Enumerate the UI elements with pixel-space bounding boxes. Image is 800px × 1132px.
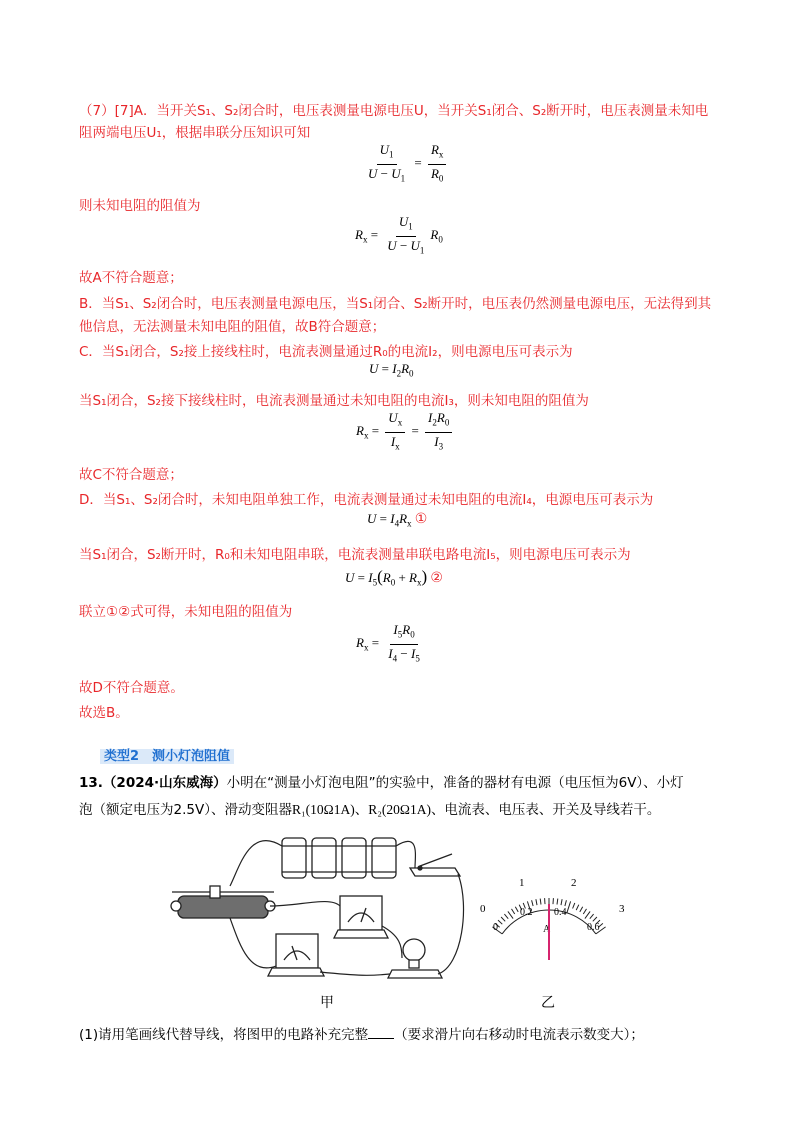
bottom-scale-0: 0: [493, 922, 498, 933]
bottom-scale-06: 0.6: [587, 922, 600, 933]
solution-c-line2: 当S₁闭合，S₂接下接线柱时，电流表测量通过未知电阻的电流I₃，则未知电阻的阻值为: [79, 393, 589, 409]
rheostat: [171, 886, 275, 918]
dial-tick: [590, 914, 594, 919]
switch: [410, 854, 460, 876]
equation-rx-d: $R_x$ = $\frac{I_5R_0}{I_4 - I_5}$: [356, 622, 420, 664]
dial-tick: [573, 903, 575, 909]
dial-tick: [532, 900, 534, 906]
equation-u-i5-series: $U = I_5(R_0 + R_x)$ ②: [345, 567, 443, 588]
dial-tick: [501, 917, 505, 921]
dial-tick: [540, 899, 541, 905]
dial-tick: [580, 907, 583, 912]
question-number: 13.: [79, 775, 103, 791]
solution-d-line2: 当S₁闭合，S₂断开时，R₀和未知电阻串联，电流表测量串联电路电流I₅，则电源电压可表示为: [79, 547, 631, 563]
sub1-text-after: （要求滑片向右移动时电流表示数变大）；: [394, 1027, 644, 1043]
voltmeter: [334, 896, 388, 938]
solution-answer: 故选B。: [79, 705, 129, 721]
rheostat-r1: R₁(10Ω1A): [291, 802, 355, 817]
dial-tick: [565, 900, 567, 906]
equation-marker-1: ①: [414, 511, 428, 527]
dial-tick: [583, 909, 586, 914]
dial-tick: [585, 911, 590, 918]
solution-d-line3: 联立①②式可得，未知电阻的阻值为: [79, 604, 293, 620]
ammeter: [268, 934, 324, 976]
solution-b-line2: 他信息，无法测量未知电阻的阻值，故B符合题意；: [79, 319, 386, 335]
solution-b-line1: B．当S₁、S₂闭合时，电压表测量电源电压，当S₁闭合、S₂断开时，电压表仍然测量电源电压，无法得到其: [79, 296, 712, 312]
dial-tick: [515, 907, 518, 912]
section-heading: [100, 745, 234, 764]
top-scale-0: 0: [480, 903, 486, 915]
dial-tick: [557, 899, 558, 905]
equation-marker-2: ②: [430, 570, 443, 586]
separator: 、: [354, 802, 369, 818]
section-title: 类型2 测小灯泡阻值: [100, 749, 234, 764]
dial-tick: [567, 901, 571, 912]
dial-tick: [576, 905, 579, 910]
dial-tick: [512, 909, 515, 914]
solution-p7-line2: 阻两端电压U₁，根据串联分压知识可知: [79, 125, 311, 141]
question-text-2a: 泡（额定电压为2.5V）、滑动变阻器: [79, 802, 292, 818]
top-scale-2: 2: [571, 877, 577, 889]
equation-u-i2r0: $U = I_2R_0$: [369, 361, 414, 379]
question-text-1: 小明在“测量小灯泡电阻”的实验中，准备的器材有电源（电压恒为6V）、小灯: [226, 775, 684, 791]
solution-c-line1: C．当S₁闭合，S₂接上接线柱时，电流表测量通过R₀的电流I₂，则电源电压可表示为: [79, 344, 573, 360]
question-13-sub1: [79, 1023, 644, 1043]
battery-pack: [282, 838, 396, 878]
bottom-scale-02: 0.2: [520, 907, 533, 918]
top-scale-1: 1: [519, 877, 525, 889]
question-13-line2: [79, 798, 660, 818]
dial-tick: [593, 917, 597, 921]
bottom-scale-04: 0.4: [554, 907, 567, 918]
top-scale-3: 3: [619, 903, 625, 915]
equation-rx-a: $R_x$ = $\frac{U_1}{U - U_1}$ $R_0$: [355, 214, 443, 256]
ammeter-dial: [470, 868, 630, 968]
solution-d-line1: D．当S₁、S₂闭合时，未知电阻单独工作，电流表测量通过未知电阻的电流I₄，电源电压可表示为: [79, 492, 654, 508]
solution-p7-line1: （7）[7]A．当开关S₁、S₂闭合时，电压表测量电源电压U，当开关S₁闭合、S₂断开时，电压表测量未知电: [79, 103, 709, 119]
dial-tick: [536, 899, 537, 905]
dial-unit: A: [543, 924, 551, 935]
equation-voltage-ratio: $\frac{U_1}{U - U_1}$ = $\frac{R_x}{R_0}$: [362, 142, 449, 186]
circuit-figure: [170, 826, 470, 996]
dial-tick: [498, 920, 502, 924]
answer-blank[interactable]: [368, 1026, 394, 1039]
solution-rx-intro: 则未知电阻的阻值为: [79, 198, 201, 214]
rheostat-r2: R₂(20Ω1A): [368, 802, 431, 817]
question-source: （2024·山东威海）: [102, 775, 227, 791]
equation-u-i4rx: $U = I_4R_x$ ①: [367, 511, 428, 529]
dial-top-scale: [480, 877, 625, 915]
solution-d-conclusion: 故D不符合题意。: [79, 680, 184, 696]
question-13-line1: [79, 771, 684, 791]
sub1-text-before: (1)请用笔画线代替导线，将图甲的电路补充完整: [79, 1027, 369, 1043]
figure-label-right: 乙: [541, 995, 555, 1011]
equation-rx-c: $R_x$ = $\frac{U_x}{I_x}$ = $\frac{I_2R_0}{I_3}$: [356, 410, 455, 454]
question-text-2b: 、电流表、电压表、开关及导线若干。: [430, 802, 661, 818]
figure-label-left: 甲: [320, 995, 334, 1011]
solution-c-conclusion: 故C不符合题意；: [79, 467, 183, 483]
dial-tick: [508, 911, 513, 918]
bulb: [388, 939, 442, 978]
dial-tick: [504, 914, 508, 919]
solution-a-conclusion: 故A不符合题意；: [79, 270, 183, 286]
dial-tick: [561, 899, 562, 905]
